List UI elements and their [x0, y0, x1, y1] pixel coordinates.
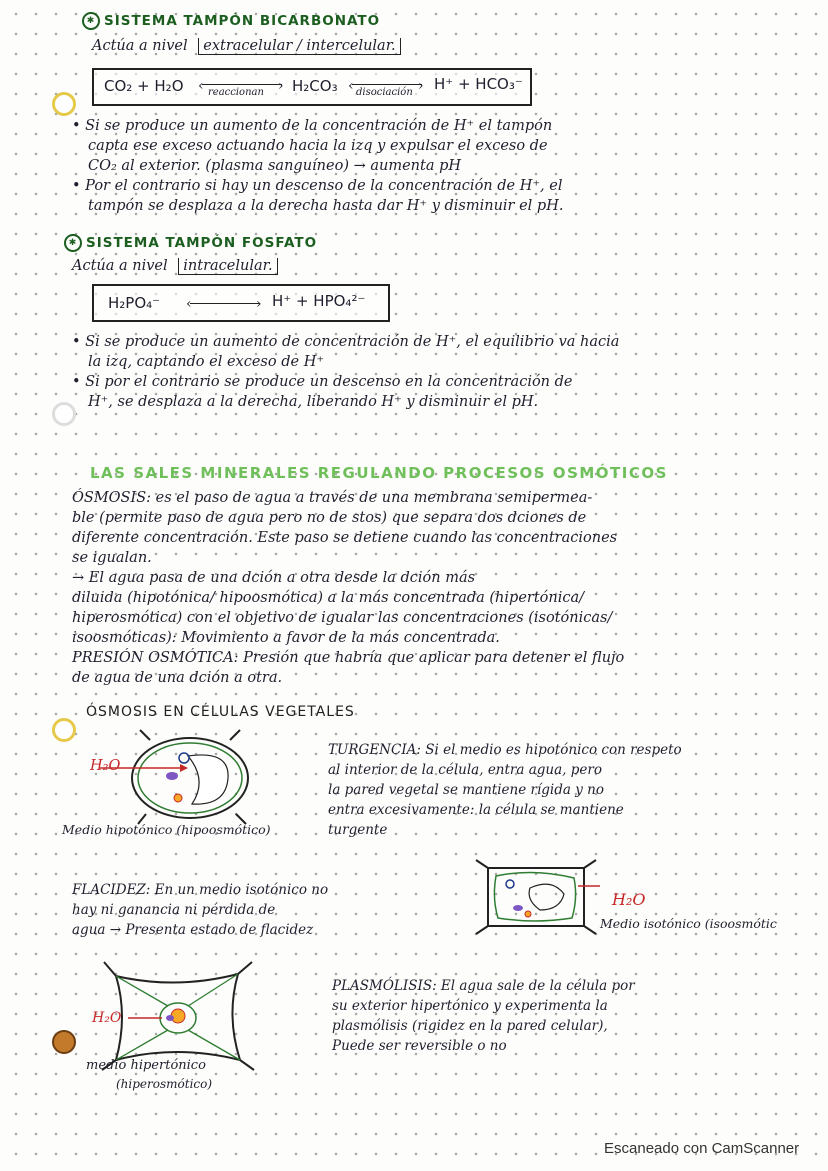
section-title: ✱ SISTEMA TAMPÓN BICARBONATO: [82, 12, 380, 30]
diagram-caption: medio hipertónico: [86, 1058, 206, 1073]
text-line: entra excesivamente: la célula se mantiene: [328, 802, 624, 818]
text-line: su exterior hipertónico y experimenta la: [332, 998, 608, 1014]
text-line: • Si se produce un aumento de concentración de H⁺, el equilibrio va hacia: [72, 334, 620, 350]
diagram-caption: (hiperosmótico): [116, 1077, 213, 1091]
text-line: turgente: [328, 822, 388, 838]
text-line: PLASMÓLISIS: El agua sale de la célula por: [332, 978, 635, 994]
leaf-icon: ✱: [82, 12, 100, 30]
arrow-left-icon: ‹: [348, 78, 354, 94]
eq-label: reaccionan: [208, 87, 264, 98]
arrow-icon: [202, 84, 282, 85]
text-line: PRESIÓN OSMÓTICA: Presión que habría que aplicar para detener el flujo: [72, 650, 625, 666]
binder-ring: [52, 1030, 76, 1054]
bullet-text: Actúa a nivel: [72, 258, 168, 274]
bullet-line: [72, 256, 278, 276]
text-line: • Por el contrario si hay un descenso de la concentración de H⁺, el: [72, 178, 563, 194]
binder-ring: [52, 92, 76, 116]
text-line: agua → Presenta estado de flacidez: [72, 922, 314, 938]
text-line: Puede ser reversible o no: [332, 1038, 507, 1054]
water-label: H₂O: [90, 758, 121, 774]
arrow-right-icon: ›: [418, 78, 424, 94]
text-line: TURGENCIA: Si el medio es hipotónico con respeto: [328, 742, 682, 758]
text-line: diluida (hipotónica/ hipoosmótica) a la más concentrada (hipertónica/: [72, 590, 585, 606]
binder-ring: [52, 718, 76, 742]
text-line: H⁺, se desplaza a la derecha, liberando H⁺ y disminuir el pH.: [88, 394, 539, 410]
text-line: de agua de una dción a otra.: [72, 670, 283, 686]
water-label: H₂O: [92, 1010, 122, 1026]
text-line: la pared vegetal se mantiene rígida y no: [328, 782, 604, 798]
text-line: tampón se desplaza a la derecha hasta dar H⁺ y disminuir el pH.: [88, 198, 564, 214]
eq-right: H⁺ + HPO₄²⁻: [272, 292, 366, 310]
bullet-line: [92, 36, 401, 56]
section-fosfato: [64, 234, 317, 252]
text-line: ble (permite paso de agua pero no de stos) que separa dos dciones de: [72, 510, 587, 526]
arrow-right-icon: ›: [278, 78, 284, 94]
arrow-right-icon: ›: [256, 296, 262, 312]
highlight-box: extracelular / intercelular.: [198, 38, 400, 55]
eq-left: H₂PO₄⁻: [108, 294, 161, 312]
arrow-left-icon: ‹: [198, 78, 204, 94]
text-line: ÓSMOSIS: es el paso de agua a través de una membrana semipermea-: [72, 490, 593, 506]
text-line: isoosmóticas): Movimiento a favor de la más concentrada.: [72, 630, 500, 646]
text-line: • Si por el contrario se produce un descenso en la concentración de: [72, 374, 573, 390]
text-line: se igualan.: [72, 550, 152, 566]
diagram-caption: Medio isotónico (isoosmótic: [600, 916, 777, 931]
text-line: FLACIDEZ: En un medio isotónico no: [72, 882, 329, 898]
text-line: capta ese exceso actuando hacia la izq y expulsar el exceso de: [88, 138, 548, 154]
text-line: diferente concentración. Este paso se detiene cuando las concentraciones: [72, 530, 618, 546]
text-line: hiperosmótica) con el objetivo de igualar las concentraciones (isotónicas/: [72, 610, 613, 626]
section-title: ✱ SISTEMA TAMPÓN FOSFATO: [64, 234, 317, 252]
eq-reactants: CO₂ + H₂O: [104, 77, 184, 95]
arrow-left-icon: ‹: [186, 296, 192, 312]
text-line: la izq, captando el exceso de H⁺: [88, 354, 324, 370]
cell-flaccid-diagram: [474, 858, 604, 938]
arrow-icon: [352, 84, 422, 85]
section-bicarbonato: [82, 12, 380, 30]
water-label: H₂O: [612, 890, 646, 909]
highlight-box: intracelular.: [178, 258, 277, 275]
section-title: ÓSMOSIS EN CÉLULAS VEGETALES: [86, 704, 355, 720]
cell-turgid-diagram: [80, 728, 260, 828]
binder-ring: [52, 402, 76, 426]
text-line: → El agua pasa de una dción a otra desde la dción más: [72, 570, 476, 586]
arrow-icon: [190, 303, 260, 304]
bullet-text: Actúa a nivel: [92, 38, 188, 54]
text-line: hay ni ganancia ni pérdida de: [72, 902, 276, 918]
section-title-green: LAS SALES MINERALES REGULANDO PROCESOS OSMÓTICOS: [90, 464, 668, 482]
scanner-watermark: Escaneado con CamScanner: [604, 1140, 800, 1157]
eq-products: H⁺ + HCO₃⁻: [434, 75, 523, 93]
eq-middle: H₂CO₃: [292, 77, 338, 95]
equation-box: [92, 284, 390, 322]
eq-label: disociación: [356, 87, 413, 98]
leaf-icon: ✱: [64, 234, 82, 252]
equation-box: [92, 68, 532, 106]
text-line: plasmólisis (rigidez en la pared celular),: [332, 1018, 608, 1034]
diagram-caption: Medio hipotónico (hipoosmótico): [62, 822, 271, 837]
text-line: al interior de la célula, entra agua, pero: [328, 762, 602, 778]
text-line: • Si se produce un aumento de la concentración de H⁺ el tampón: [72, 118, 553, 134]
text-line: CO₂ al exterior. (plasma sanguíneo) → aumenta pH: [88, 158, 461, 174]
